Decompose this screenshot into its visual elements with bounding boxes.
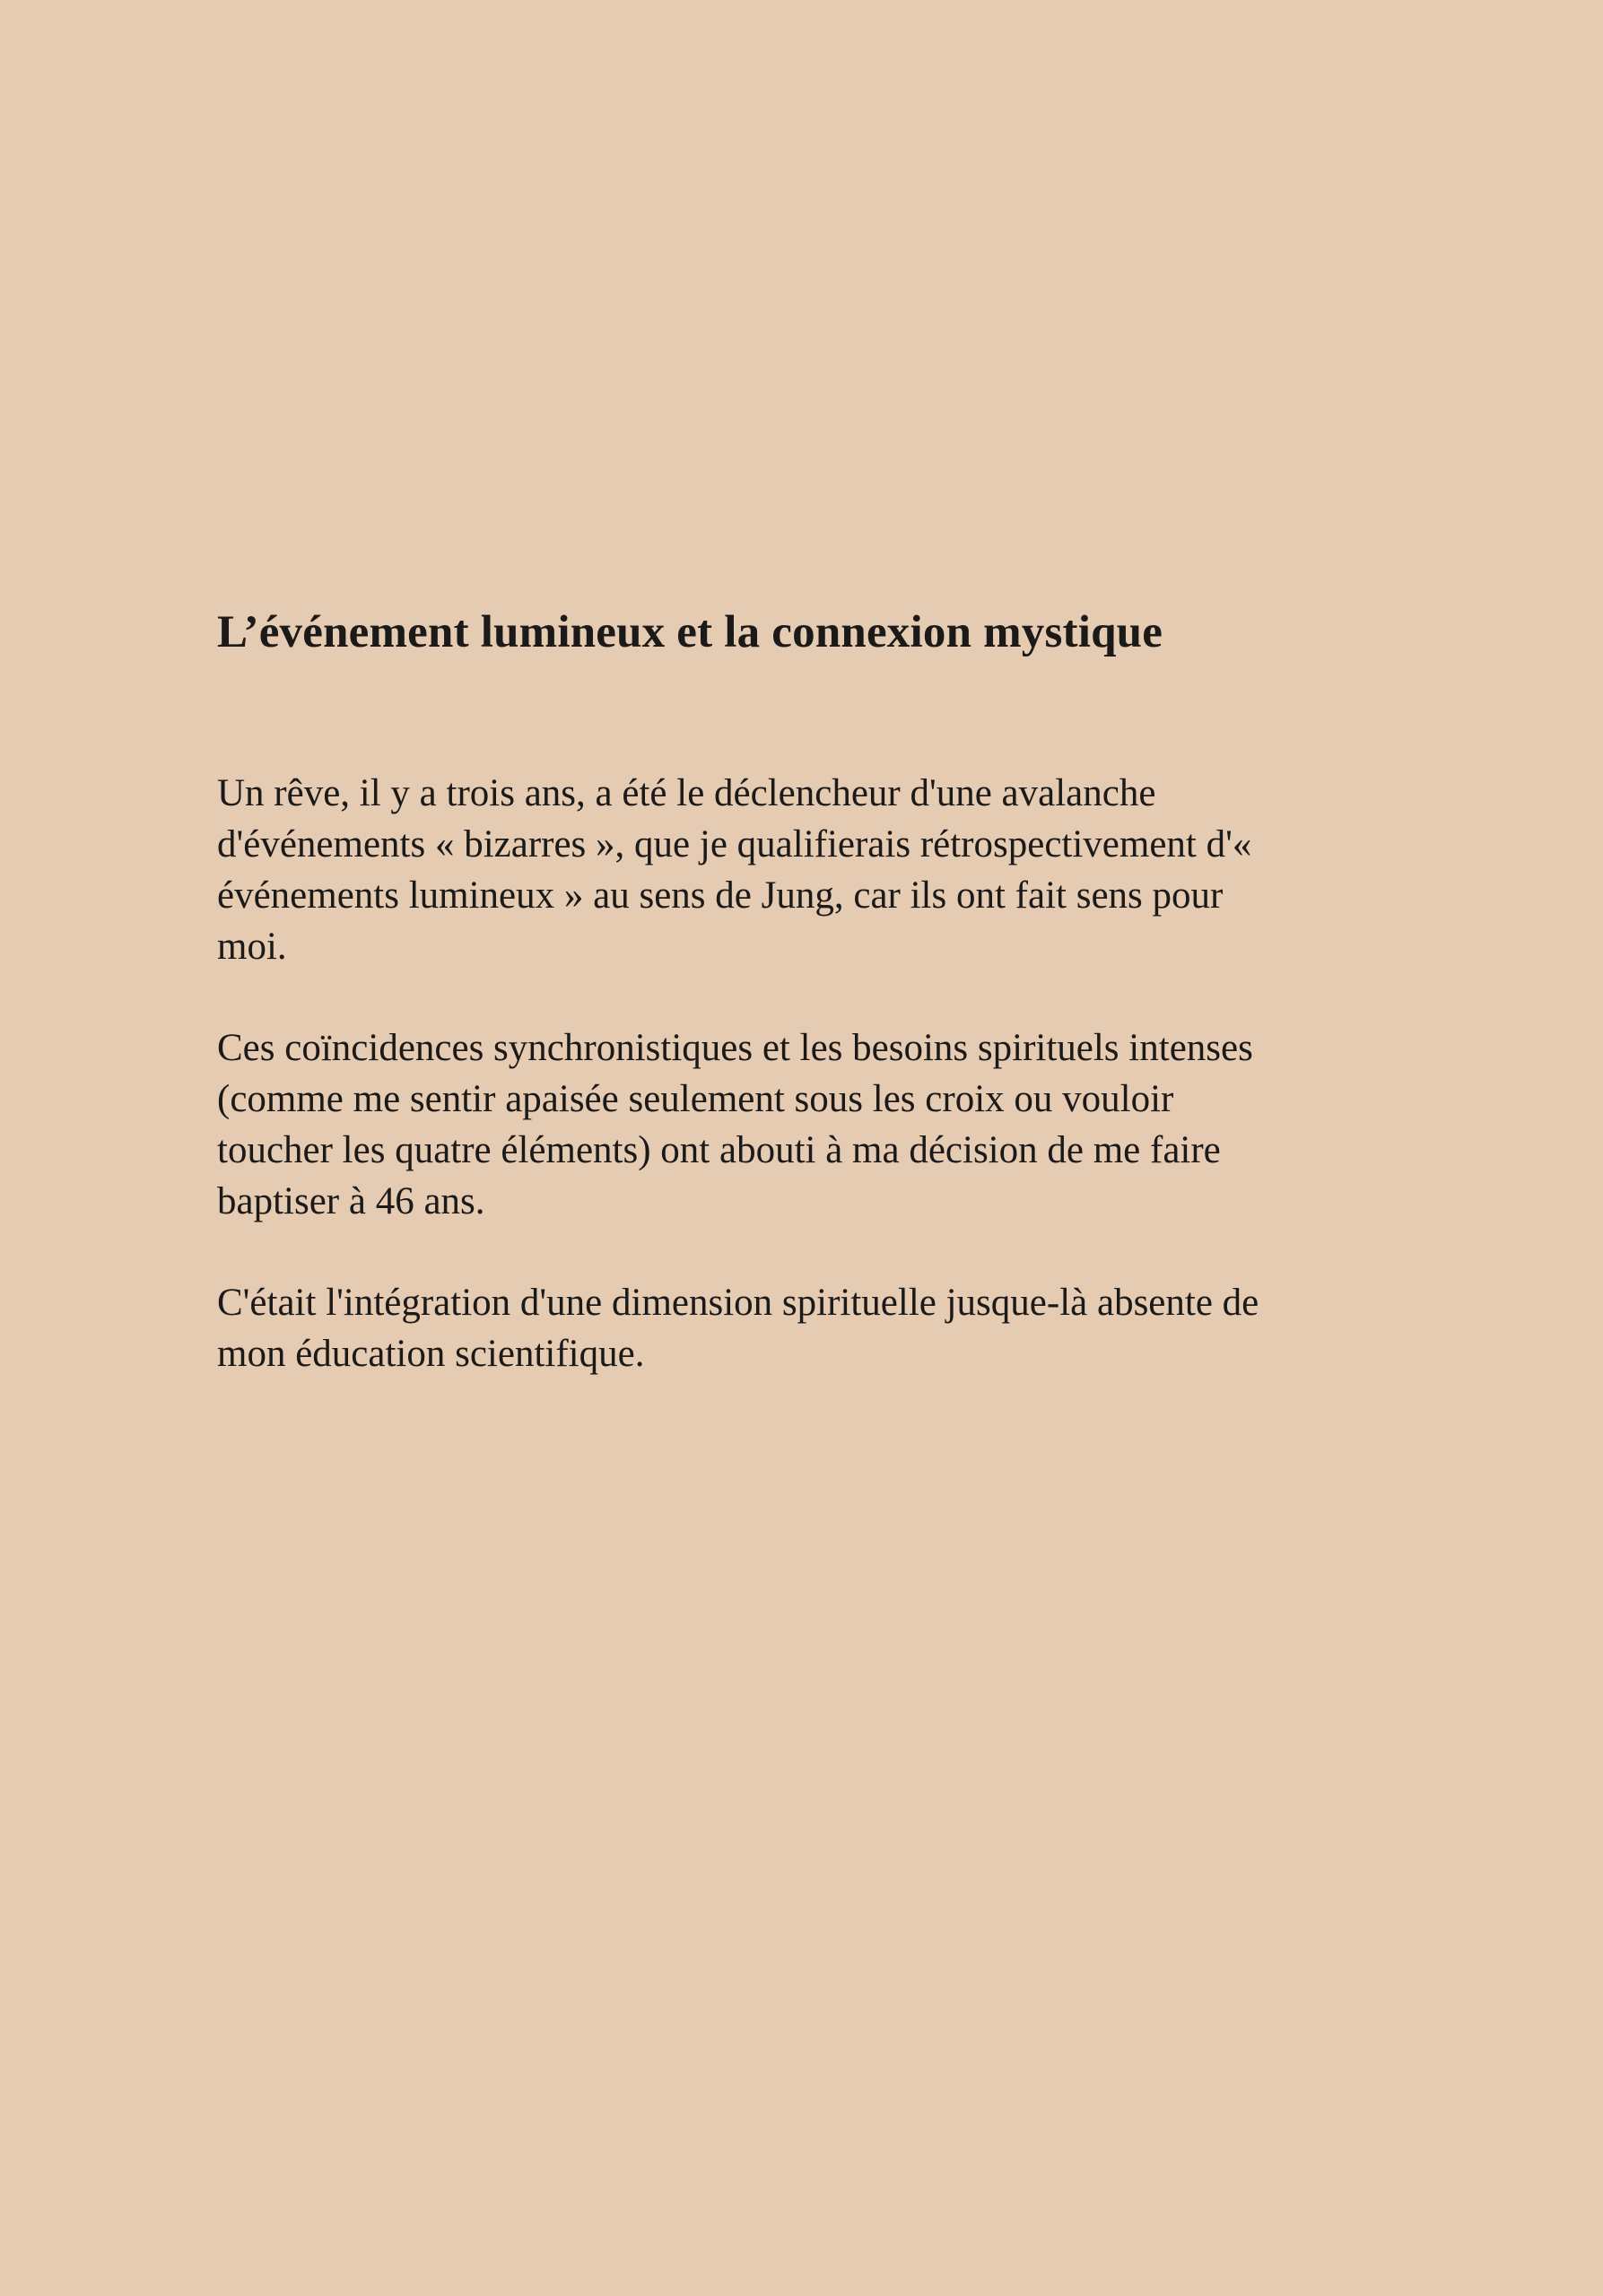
paragraph-2: Ces coïncidences synchronistiques et les besoins spirituels intenses (comme me sentir apaisée seulement sous les croix ou vouloir toucher les quatre éléments) ont abouti à ma décision de me faire baptiser à 46 ans. <box>217 1027 1253 1222</box>
paragraph-3: C'était l'intégration d'une dimension spirituelle jusque-là absente de mon éducation scientifique. <box>217 1282 1259 1375</box>
document-content <box>217 603 1267 1379</box>
document-title: L’événement lumineux et la connexion mystique <box>217 607 1163 657</box>
paragraph-1: Un rêve, il y a trois ans, a été le déclencheur d'une avalanche d'événements « bizarres », que je qualifierais rétrospectivement d'« événements lumineux » au sens de Jung, car ils ont fait sens pour moi. <box>217 772 1252 968</box>
document-body <box>217 768 1267 1379</box>
